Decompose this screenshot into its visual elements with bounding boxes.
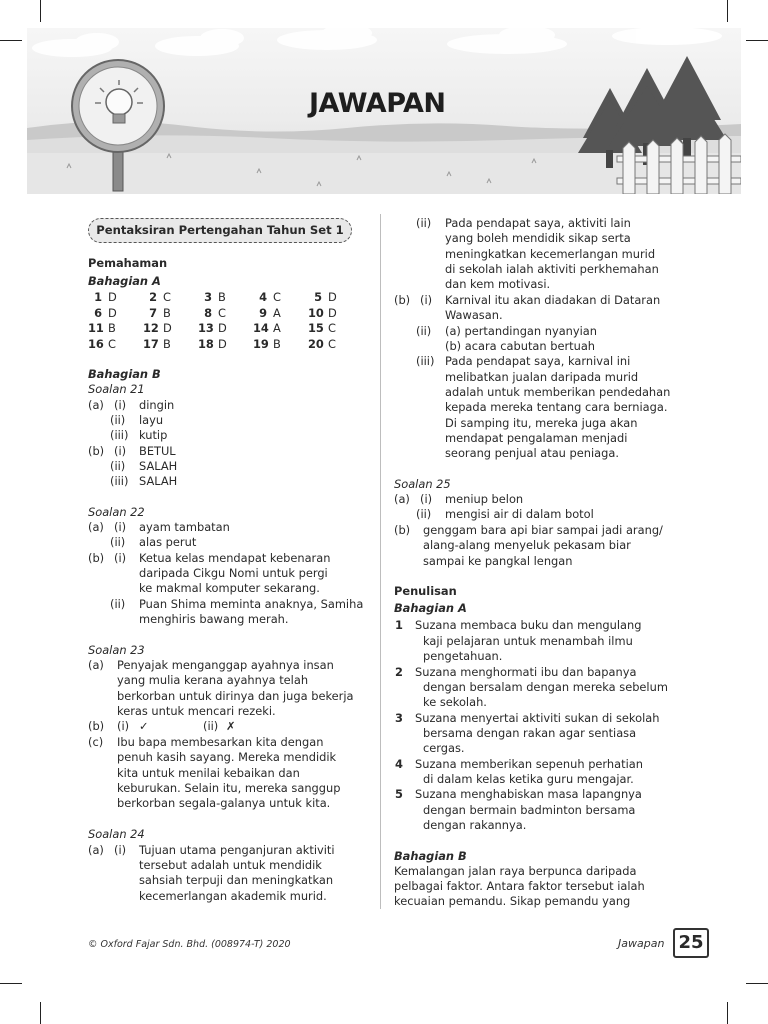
copyright-text: © Oxford Fajar Sdn. Bhd. (008974-T) 2020	[88, 939, 291, 950]
answer-letter: D	[218, 321, 227, 335]
item-label: (a)	[88, 843, 104, 857]
question-number: 2	[149, 290, 157, 304]
mcq-answer	[143, 337, 171, 352]
sub-item-label: (i)	[114, 843, 127, 857]
answer-text: Puan Shima meminta anaknya, Samiha	[139, 597, 364, 611]
answer-text: daripada Cikgu Nomi untuk pergi	[139, 566, 328, 580]
answer-text: yang mulia kerana ayahnya telah	[117, 673, 309, 687]
mcq-answer	[308, 306, 337, 321]
answer-letter: B	[163, 305, 171, 320]
section-heading: Penulisan	[394, 584, 457, 598]
answer-text: meningkatkan kecemerlangan murid	[445, 247, 656, 261]
item-number: 3	[395, 711, 403, 725]
mcq-answer	[198, 321, 227, 336]
answer-text: meniup belon	[445, 492, 524, 506]
answer-text: genggam bara api biar sampai jadi arang/	[423, 523, 663, 537]
mcq-answer	[198, 337, 227, 352]
question-number: 7	[149, 305, 157, 320]
answer-letter: B	[273, 336, 281, 351]
crop-mark	[0, 40, 22, 41]
mcq-answer	[88, 321, 116, 336]
answer-letter: C	[273, 290, 281, 304]
item-number: 4	[395, 757, 403, 771]
answer-letter: D	[163, 321, 172, 335]
question-number: 16	[88, 336, 104, 351]
item-number: 2	[395, 665, 403, 679]
cloud-icon	[32, 28, 722, 57]
answer-text: Penyajak menganggap ayahnya insan	[117, 658, 334, 672]
bahagian-b-heading: Bahagian B	[88, 367, 161, 381]
question-number: 14	[253, 321, 269, 335]
answer-text: melibatkan jualan daripada murid	[445, 370, 639, 384]
answer-text: Pada pendapat saya, aktiviti lain	[445, 216, 631, 230]
answer-text: kecuaian pemandu. Sikap pemandu yang	[394, 894, 631, 908]
answer-text: SALAH	[139, 474, 178, 488]
answer-letter: B	[108, 321, 116, 335]
item-label: (a)	[88, 520, 104, 534]
answer-letter: B	[163, 336, 171, 351]
mcq-answer	[308, 337, 336, 352]
question-number: 20	[308, 336, 324, 351]
answer-text: sampai ke pangkal lengan	[423, 554, 573, 568]
answer-text: alas perut	[139, 535, 197, 549]
answer-text: yang boleh mendidik sikap serta	[445, 231, 631, 245]
crop-mark	[727, 0, 728, 22]
answer-text: berkorban segala-galanya untuk kita.	[117, 796, 331, 810]
answer-text: Suzana membaca buku dan mengulang	[415, 618, 642, 632]
question-heading: Soalan 24	[88, 827, 145, 841]
sub-item-label: (i)	[114, 551, 127, 565]
answer-text: dengan bermain badminton bersama	[423, 803, 636, 817]
sub-item-label: (i)	[114, 520, 127, 534]
sub-item-label: (iii)	[110, 428, 129, 442]
item-number: 5	[395, 787, 403, 801]
footer-section-label: Jawapan	[618, 937, 665, 950]
answer-text: di sekolah ialah aktiviti perkhemahan	[445, 262, 659, 276]
mcq-answer	[143, 306, 171, 321]
sub-item-label: (ii)	[416, 507, 432, 521]
answer-letter: C	[218, 305, 226, 320]
answer-text: dengan bersalam dengan mereka sebelum	[423, 680, 668, 694]
answer-text: mengisi air di dalam botol	[445, 507, 594, 521]
answer-text: mendapat pengalaman menjadi	[445, 431, 628, 445]
answer-text: layu	[139, 413, 164, 427]
mcq-answer	[198, 290, 226, 305]
sub-item-label: (ii)	[110, 535, 126, 549]
bahagian-a-heading: Bahagian A	[88, 274, 161, 288]
answer-text: Ketua kelas mendapat kebenaran	[139, 551, 331, 565]
section-tag: Pentaksiran Pertengahan Tahun Set 1	[88, 218, 352, 243]
answer-text: ayam tambatan	[139, 520, 230, 534]
answer-text: kutip	[139, 428, 168, 442]
sub-item-label: (ii)	[416, 216, 432, 230]
sub-item-label: (i)	[114, 444, 127, 458]
crop-mark	[746, 40, 768, 41]
q23-b-ii-label: (ii)	[203, 719, 219, 733]
question-number: 19	[253, 336, 269, 351]
mcq-answer	[308, 321, 336, 336]
question-number: 13	[198, 321, 214, 335]
check-icon: ✓	[139, 719, 149, 733]
answer-text: Suzana menyertai aktiviti sukan di sekolah	[415, 711, 660, 725]
answer-text: Di samping itu, mereka juga akan	[445, 416, 638, 430]
mcq-answer	[308, 290, 337, 305]
item-number: 1	[395, 618, 403, 632]
q23-c-label: (c)	[88, 735, 104, 749]
answer-text: seorang penjual atau peniaga.	[445, 446, 619, 460]
mcq-answer	[88, 306, 117, 321]
answer-text: kepada mereka tentang cara berniaga.	[445, 400, 668, 414]
mcq-answer	[253, 321, 281, 336]
mcq-answer	[198, 306, 226, 321]
sub-item-label: (ii)	[110, 413, 126, 427]
question-number: 15	[308, 321, 324, 335]
crop-mark	[0, 983, 22, 984]
question-number: 17	[143, 336, 159, 351]
mcq-answer	[88, 337, 116, 352]
item-label: (b)	[88, 551, 105, 565]
sub-item-label: (iii)	[416, 354, 435, 368]
item-label: (b)	[394, 293, 411, 307]
answer-letter: D	[108, 290, 117, 304]
answer-text: Suzana menghormati ibu dan bapanya	[415, 665, 637, 679]
sub-item-label: (ii)	[416, 324, 432, 338]
pemahaman-heading: Pemahaman	[88, 256, 168, 270]
answer-letter: C	[328, 336, 336, 351]
mcq-answer	[143, 321, 172, 336]
question-number: 11	[88, 321, 104, 335]
mcq-answer	[88, 290, 117, 305]
question-number: 5	[314, 290, 322, 304]
answer-text: keburukan. Selain itu, mereka sanggup	[117, 781, 341, 795]
answer-text: sahsiah terpuji dan meningkatkan	[139, 873, 334, 887]
answer-letter: D	[218, 336, 227, 351]
answer-text: kaji pelajaran untuk menambah ilmu	[423, 634, 633, 648]
answer-letter: C	[163, 290, 171, 304]
answer-text: (a) pertandingan nyanyian	[445, 324, 598, 338]
question-heading: Soalan 23	[88, 643, 145, 657]
answer-letter: C	[108, 336, 116, 351]
mcq-answer	[253, 337, 281, 352]
answer-text: Ibu bapa membesarkan kita dengan	[117, 735, 324, 749]
page-title: JAWAPAN	[309, 88, 446, 119]
answer-text: tersebut adalah untuk mendidik	[139, 858, 322, 872]
answer-text: pelbagai faktor. Antara faktor tersebut ialah	[394, 879, 645, 893]
item-label: (b)	[394, 523, 411, 537]
section-heading: Bahagian A	[394, 601, 467, 615]
question-number: 10	[308, 305, 324, 320]
answer-text: Tujuan utama penganjuran aktiviti	[139, 843, 335, 857]
question-heading: Soalan 25	[394, 477, 451, 491]
question-number: 9	[259, 305, 267, 320]
answer-text: ke sekolah.	[423, 695, 487, 709]
mcq-answer	[253, 290, 281, 305]
mcq-answer	[253, 306, 281, 321]
answer-text: adalah untuk memberikan pendedahan	[445, 385, 671, 399]
answer-letter: C	[328, 321, 336, 335]
page-number: 25	[673, 928, 709, 958]
answer-text: menghiris bawang merah.	[139, 612, 289, 626]
header-banner	[27, 28, 741, 194]
answer-text: dengan rakannya.	[423, 818, 527, 832]
answer-letter: D	[328, 305, 337, 320]
question-number: 12	[143, 321, 159, 335]
item-label: (a)	[394, 492, 410, 506]
answer-text: Suzana menghabiskan masa lapangnya	[415, 787, 642, 801]
answer-text: BETUL	[139, 444, 176, 458]
question-heading: Soalan 21	[88, 382, 145, 396]
answer-text: di dalam kelas ketika guru mengajar.	[423, 772, 634, 786]
answer-text: Wawasan.	[445, 308, 503, 322]
answer-text: Suzana memberikan sepenuh perhatian	[415, 757, 643, 771]
answer-text: dan kem motivasi.	[445, 277, 551, 291]
section-heading: Bahagian B	[394, 849, 467, 863]
column-divider	[380, 214, 381, 909]
answer-text: alang-alang menyeluk pekasam biar	[423, 538, 631, 552]
answer-letter: B	[218, 290, 226, 304]
sub-item-label: (i)	[420, 293, 433, 307]
question-number: 18	[198, 336, 214, 351]
answer-letter: D	[328, 290, 337, 304]
answer-text: Karnival itu akan diadakan di Dataran	[445, 293, 661, 307]
answer-text: berkorban untuk dirinya dan juga bekerja	[117, 689, 354, 703]
answer-text: bersama dengan rakan agar sentiasa	[423, 726, 637, 740]
sub-item-label: (iii)	[110, 474, 129, 488]
answer-text: penuh kasih sayang. Mereka mendidik	[117, 750, 337, 764]
answer-text: Kemalangan jalan raya berpunca daripada	[394, 864, 637, 878]
answer-text: cergas.	[423, 741, 465, 755]
answer-text: kita untuk menilai kebaikan dan	[117, 766, 300, 780]
item-label: (a)	[88, 398, 104, 412]
crop-mark	[40, 1002, 41, 1024]
answer-text: ke makmal komputer sekarang.	[139, 581, 320, 595]
answer-text: keras untuk mencari rezeki.	[117, 704, 276, 718]
mcq-answer	[143, 290, 171, 305]
sub-item-label: (i)	[114, 398, 127, 412]
answer-text: dingin	[139, 398, 175, 412]
answer-text: pengetahuan.	[423, 649, 503, 663]
crop-mark	[40, 0, 41, 22]
q23-b-i-label: (i)	[117, 719, 130, 733]
question-heading: Soalan 22	[88, 505, 145, 519]
question-number: 8	[204, 305, 212, 320]
question-number: 6	[94, 305, 102, 320]
answer-letter: D	[108, 305, 117, 320]
answer-text: kecemerlangan akademik murid.	[139, 889, 327, 903]
answer-text: Pada pendapat saya, karnival ini	[445, 354, 631, 368]
answer-letter: A	[273, 305, 281, 320]
question-number: 1	[94, 290, 102, 304]
q23-b-label: (b)	[88, 719, 105, 733]
answer-letter: A	[273, 321, 281, 335]
crop-mark	[727, 1002, 728, 1024]
item-label: (b)	[88, 444, 105, 458]
crop-mark	[746, 983, 768, 984]
sub-item-label: (ii)	[110, 597, 126, 611]
question-number: 3	[204, 290, 212, 304]
answer-text: SALAH	[139, 459, 178, 473]
question-number: 4	[259, 290, 267, 304]
item-label: (a)	[88, 658, 104, 672]
cross-icon: ✗	[226, 719, 236, 733]
sub-item-label: (i)	[420, 492, 433, 506]
sub-item-label: (ii)	[110, 459, 126, 473]
answer-text: (b) acara cabutan bertuah	[445, 339, 596, 353]
